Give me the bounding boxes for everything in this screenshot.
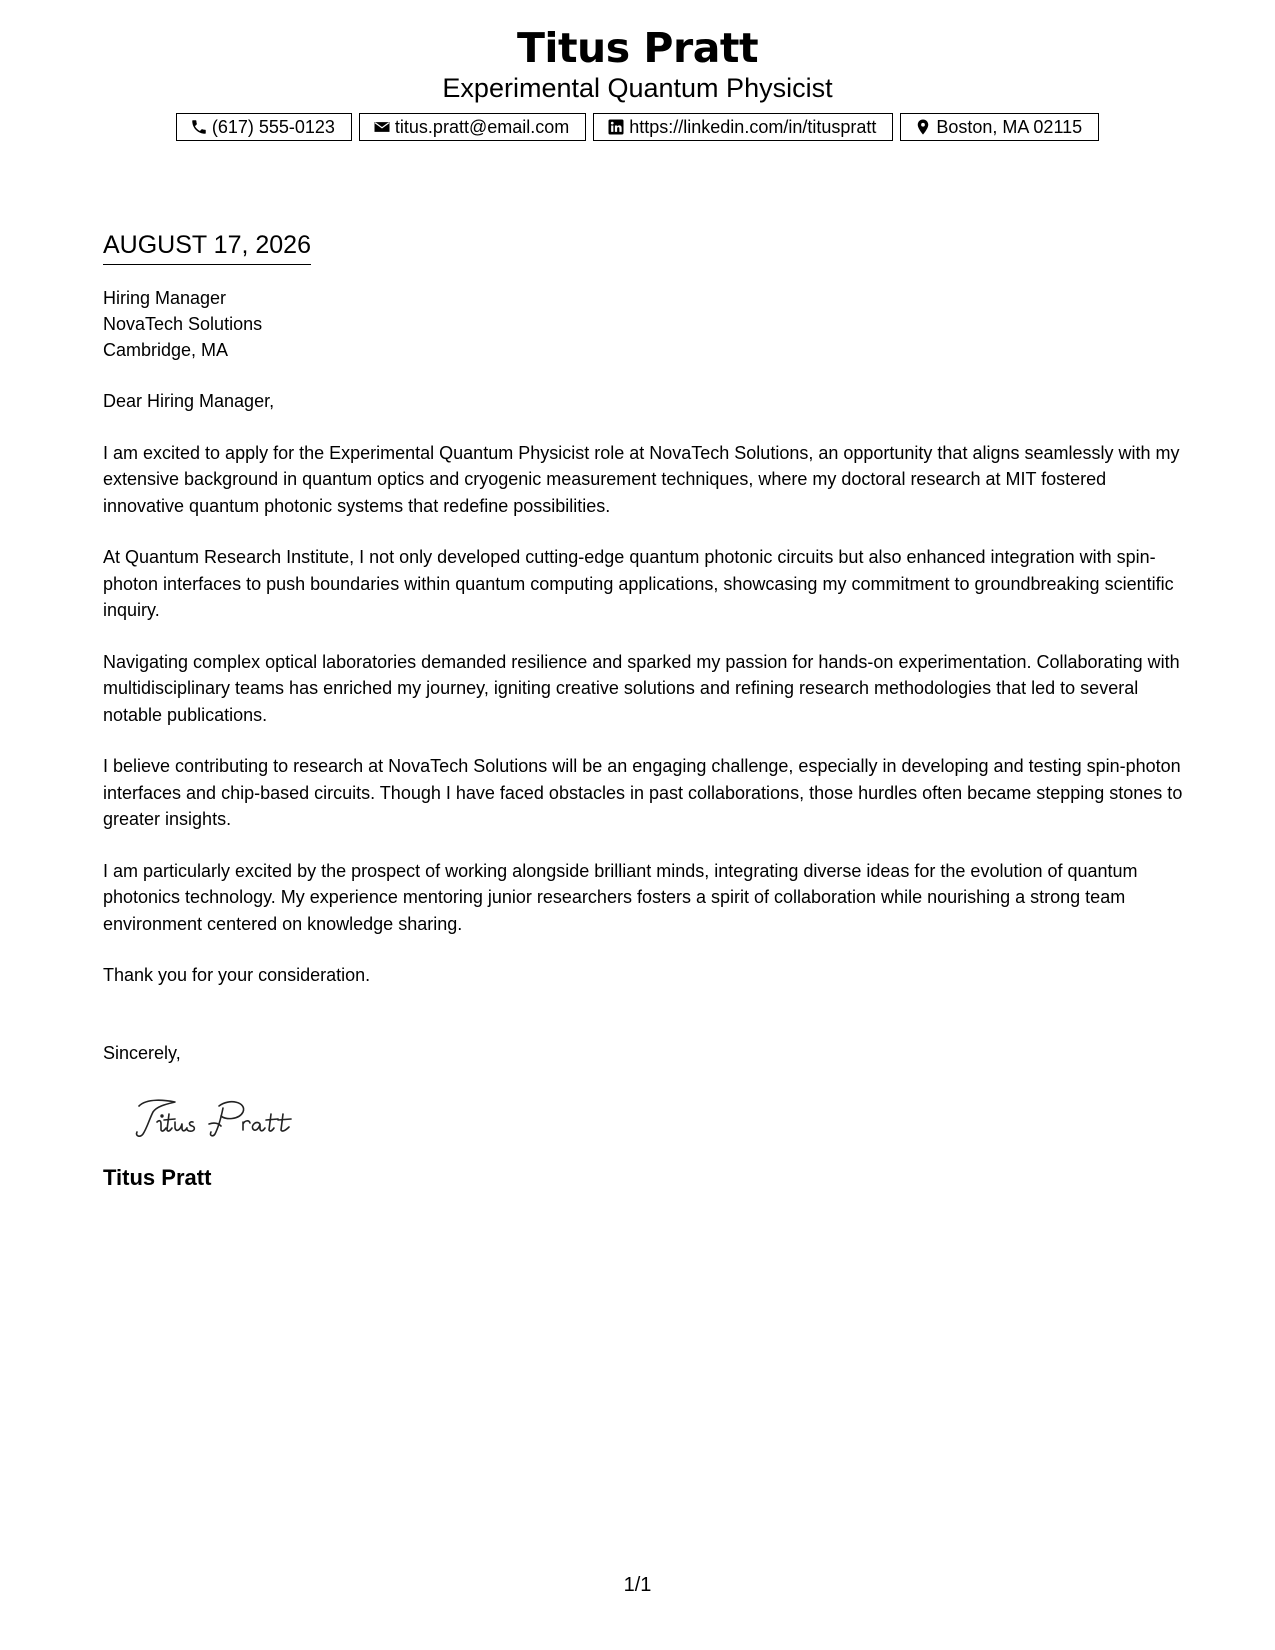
linkedin-icon <box>607 118 625 136</box>
salutation: Dear Hiring Manager, <box>103 391 275 411</box>
contact-bar <box>0 113 1275 141</box>
body-paragraph: Navigating complex optical laboratories demanded resilience and sparked my passion for hands-on experimentation. Collaborating with multidisciplinary teams has enriched my journey, igniting creative solutions and refining research methodologies that led to several notable publications. <box>103 651 1180 725</box>
contact-location[interactable] <box>900 113 1099 141</box>
linkedin-text: https://linkedin.com/in/tituspratt <box>629 117 877 137</box>
candidate-name: Titus Pratt <box>516 24 759 72</box>
recipient-line: Cambridge, MA <box>103 340 229 360</box>
recipient-line: NovaTech Solutions <box>103 314 263 334</box>
contact-linkedin[interactable] <box>593 113 893 141</box>
body-paragraph: I am particularly excited by the prospect of working alongside brilliant minds, integrating diverse ideas for the evolution of quantum photonics technology. My experience mentoring junior researchers fosters a spirit of collaboration while nourishing a strong team environment centered on knowledge sharing. <box>103 860 1138 934</box>
letter-body <box>103 229 1183 1192</box>
contact-phone[interactable] <box>176 113 352 141</box>
recipient-line: Hiring Manager <box>103 288 227 308</box>
letter-header <box>0 22 1275 104</box>
body-paragraph: I believe contributing to research at NovaTech Solutions will be an engaging challenge, especially in developing and testing spin-photon interfaces and chip-based circuits. Though I have faced obstacles in past collaborations, those hurdles often became stepping stones to greater insights. <box>103 756 1183 829</box>
signoff: Sincerely, <box>103 1042 181 1063</box>
candidate-title: Experimental Quantum Physicist <box>442 73 833 103</box>
envelope-icon <box>373 118 391 136</box>
letter-date: AUGUST 17, 2026 <box>103 229 311 265</box>
recipient-block <box>103 285 1183 363</box>
phone-text: (617) 555-0123 <box>211 117 335 137</box>
closing-line: Thank you for your consideration. <box>103 965 371 985</box>
phone-icon <box>190 118 208 136</box>
location-text: Boston, MA 02115 <box>936 117 1083 137</box>
body-paragraph: At Quantum Research Institute, I not only developed cutting-edge quantum photonic circuits but also enhanced integration with spin-photon interfaces to push boundaries within quantum computing applications, showcasing my commitment to groundbreaking scientific inquiry. <box>103 547 1174 620</box>
handwritten-signature <box>131 1094 341 1142</box>
signer-name: Titus Pratt <box>103 1164 212 1190</box>
page-indicator: 1/1 <box>623 1574 652 1596</box>
body-paragraph: I am excited to apply for the Experimental Quantum Physicist role at NovaTech Solutions, an opportunity that aligns seamlessly with my extensive background in quantum optics and cryogenic measurement techniques, where my doctoral research at MIT fostered innovative quantum photonic systems that redefine possibilities. <box>103 442 1180 516</box>
email-text: titus.pratt@email.com <box>394 117 570 137</box>
contact-email[interactable] <box>359 113 586 141</box>
map-pin-icon <box>914 118 932 136</box>
